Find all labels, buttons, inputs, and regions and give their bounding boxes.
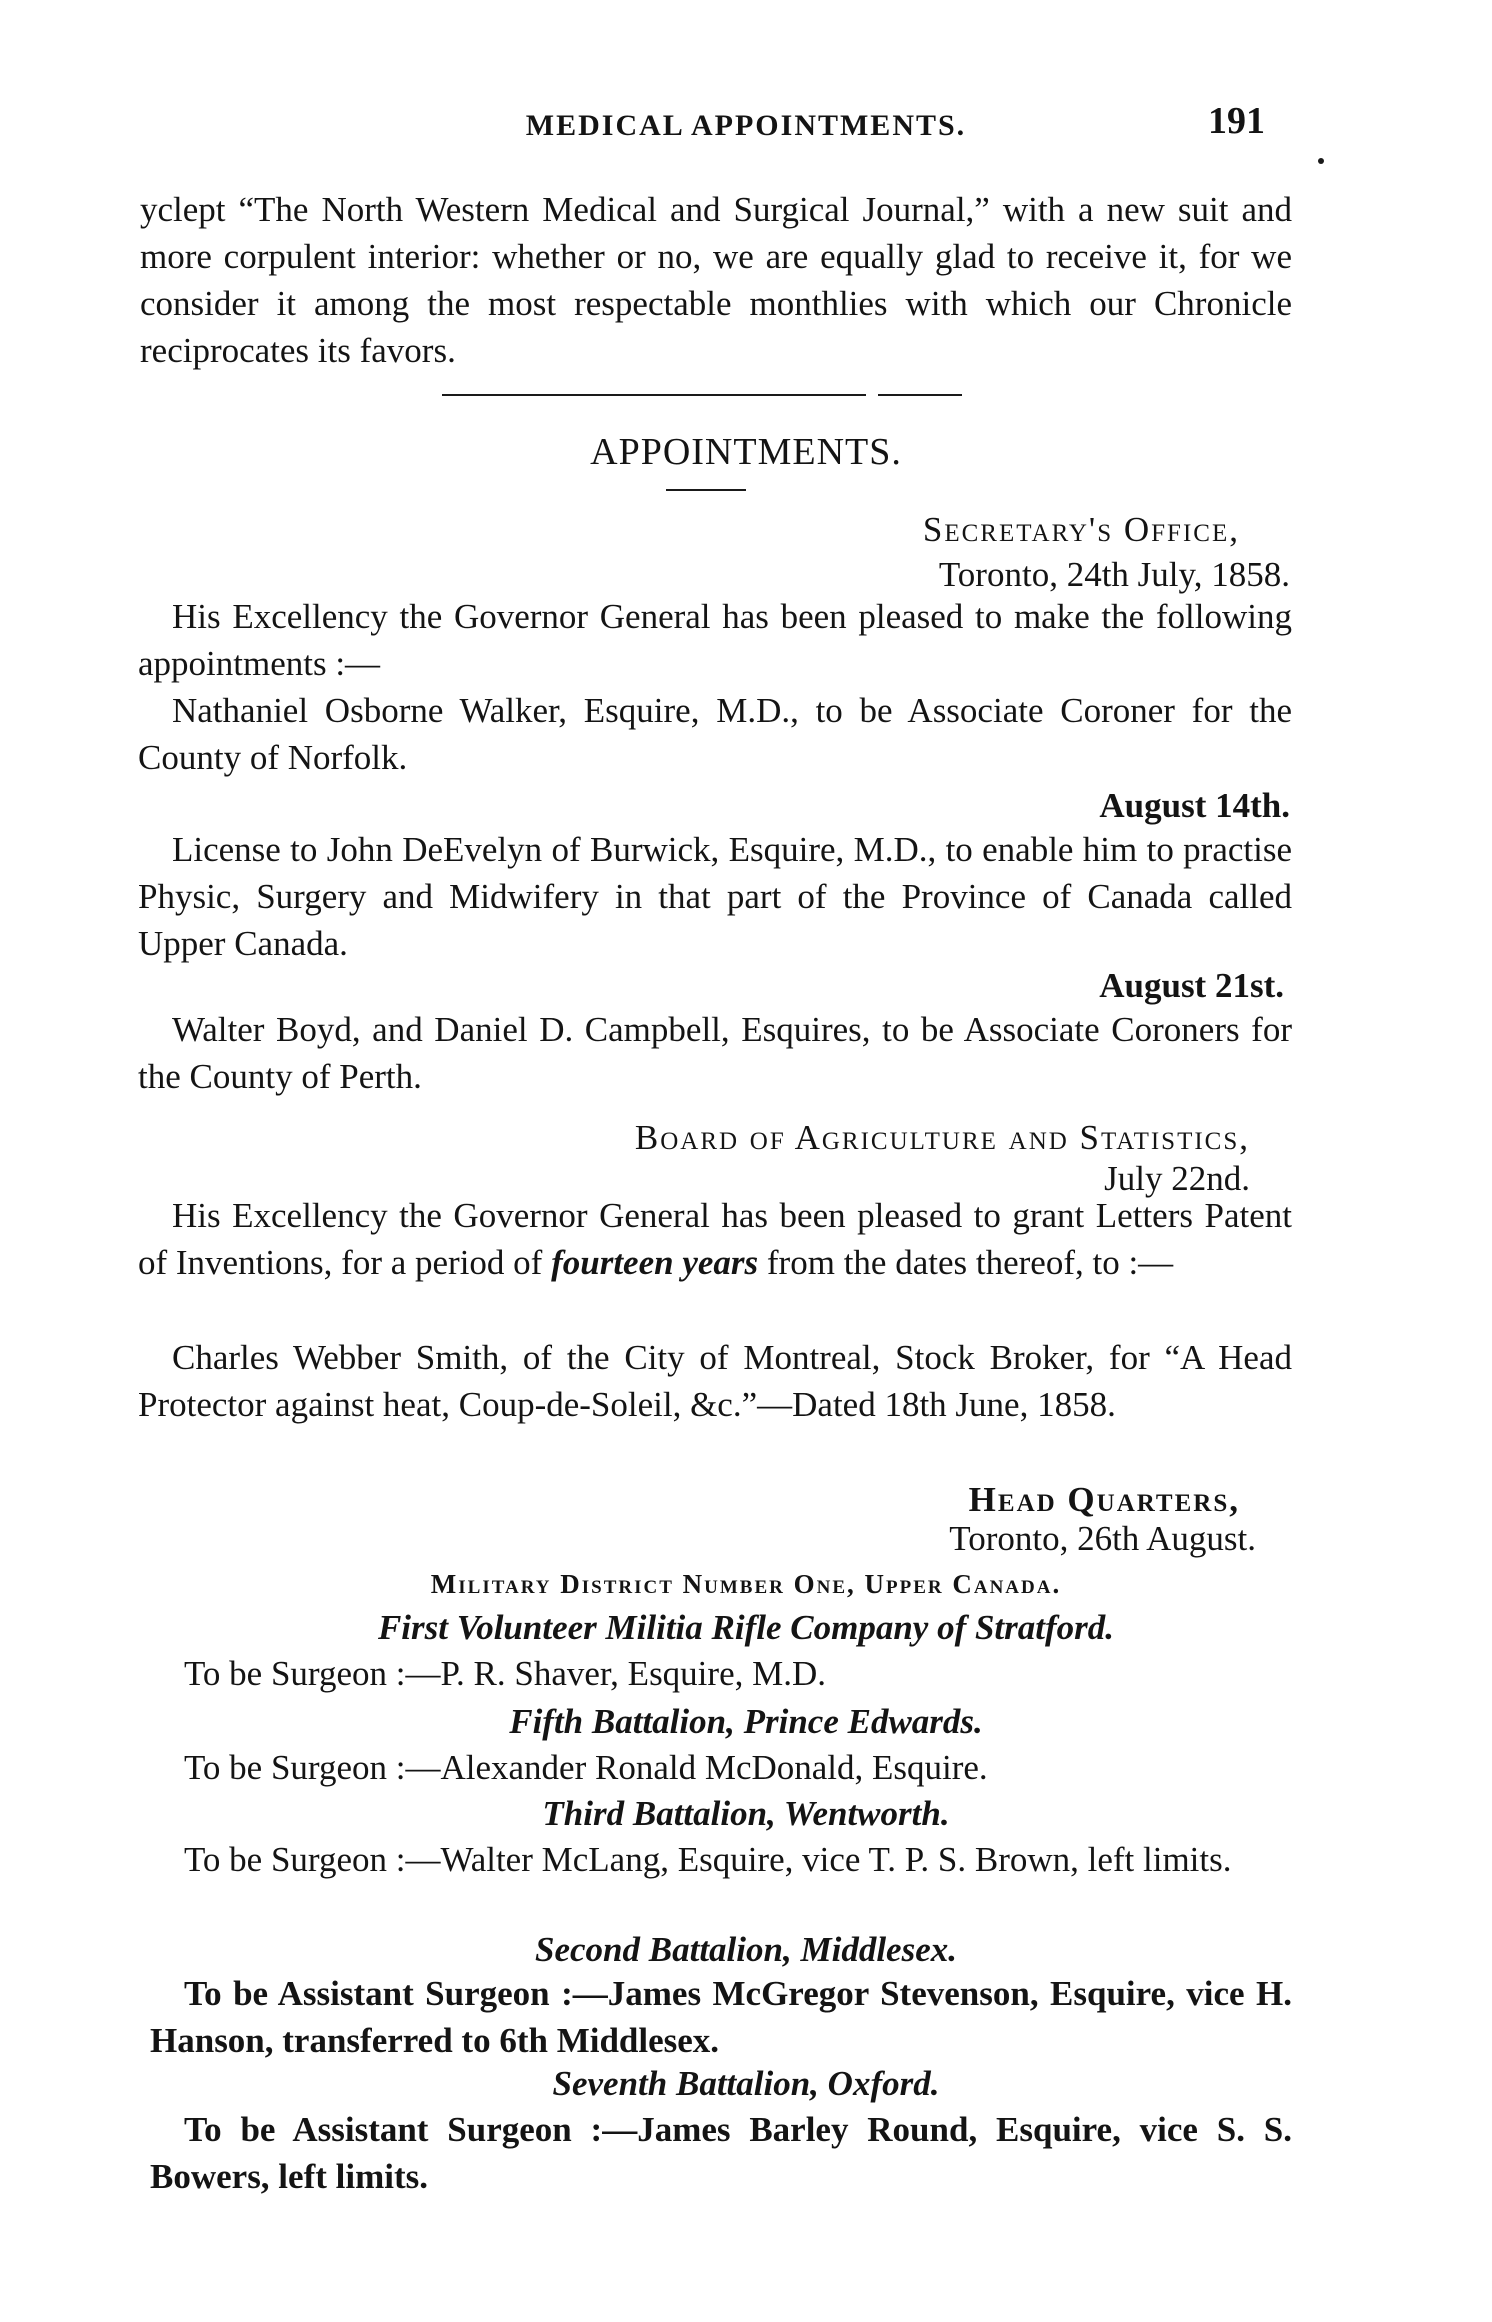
board-announcement-lead: His Excellency the Governor General has been pleased to grant Letters Patent of Inventions, for a period of xyxy=(138,1196,1292,1282)
unit-heading: First Volunteer Militia Rifle Company of Stratford. xyxy=(377,1608,1115,1647)
running-title: MEDICAL APPOINTMENTS. xyxy=(525,109,967,142)
section-divider-long xyxy=(442,394,866,396)
military-district: Military District Number One, Upper Canada. xyxy=(430,1569,1062,1599)
board-announcement xyxy=(138,1192,1292,1286)
board-date: July 22nd. xyxy=(1104,1159,1250,1198)
ink-speck xyxy=(1318,158,1324,164)
intro-paragraph: yclept “The North Western Medical and Surgical Journal,” with a new suit and more corpulent interior: whether or no, we are equally glad to receive it, for we consider it among the most respectable monthlies with which our Chronicle reciprocates its favors. xyxy=(140,190,1292,370)
secretary-announcement: His Excellency the Governor General has been pleased to make the following appointments :— xyxy=(138,597,1292,683)
unit-appointment: To be Surgeon :—P. R. Shaver, Esquire, M.D. xyxy=(184,1654,826,1693)
section-divider-short xyxy=(878,394,962,396)
heading-underline xyxy=(666,489,746,491)
unit-appointment: To be Assistant Surgeon :—James McGregor Stevenson, Esquire, vice H. Hanson, transferred to 6th Middlesex. xyxy=(150,1974,1292,2060)
smith-patent: Charles Webber Smith, of the City of Montreal, Stock Broker, for “A Head Protector against heat, Coup-de-Soleil, &c.”—Dated 18th June, 1858. xyxy=(138,1338,1292,1424)
develyn-license: License to John DeEvelyn of Burwick, Esquire, M.D., to enable him to practise Physic, Surgery and Midwifery in that part of the Province of Canada called Upper Canada. xyxy=(138,830,1292,963)
unit-appointment: To be Surgeon :—Walter McLang, Esquire, vice T. P. S. Brown, left limits. xyxy=(184,1840,1232,1879)
unit-heading: Seventh Battalion, Oxford. xyxy=(552,2064,940,2103)
section-heading: APPOINTMENTS. xyxy=(590,431,902,473)
secretary-place-date: Toronto, 24th July, 1858. xyxy=(938,555,1290,594)
page-number: 191 xyxy=(1208,100,1265,142)
board-announcement-tail: from the dates thereof, to :— xyxy=(758,1243,1174,1282)
walker-appointment: Nathaniel Osborne Walker, Esquire, M.D., to be Associate Coroner for the County of Norfolk. xyxy=(138,691,1292,777)
board-announcement-emphasis: fourteen years xyxy=(551,1243,759,1282)
headquarters-place-date: Toronto, 26th August. xyxy=(949,1519,1256,1558)
headquarters-title: Head Quarters, xyxy=(968,1480,1240,1519)
date-august-14: August 14th. xyxy=(1099,786,1290,825)
unit-heading: Fifth Battalion, Prince Edwards. xyxy=(509,1702,983,1741)
unit-heading: Second Battalion, Middlesex. xyxy=(535,1930,957,1969)
secretary-office-label: Secretary's Office, xyxy=(922,510,1240,549)
unit-appointment: To be Surgeon :—Alexander Ronald McDonald, Esquire. xyxy=(184,1748,988,1787)
board-title: Board of Agriculture and Statistics, xyxy=(634,1118,1250,1157)
boyd-campbell-appointment: Walter Boyd, and Daniel D. Campbell, Esquires, to be Associate Coroners for the County of Perth. xyxy=(138,1010,1292,1096)
unit-appointment: To be Assistant Surgeon :—James Barley Round, Esquire, vice S. S. Bowers, left limits. xyxy=(150,2110,1292,2196)
unit-heading: Third Battalion, Wentworth. xyxy=(542,1794,950,1833)
date-august-21: August 21st. xyxy=(1099,966,1284,1005)
